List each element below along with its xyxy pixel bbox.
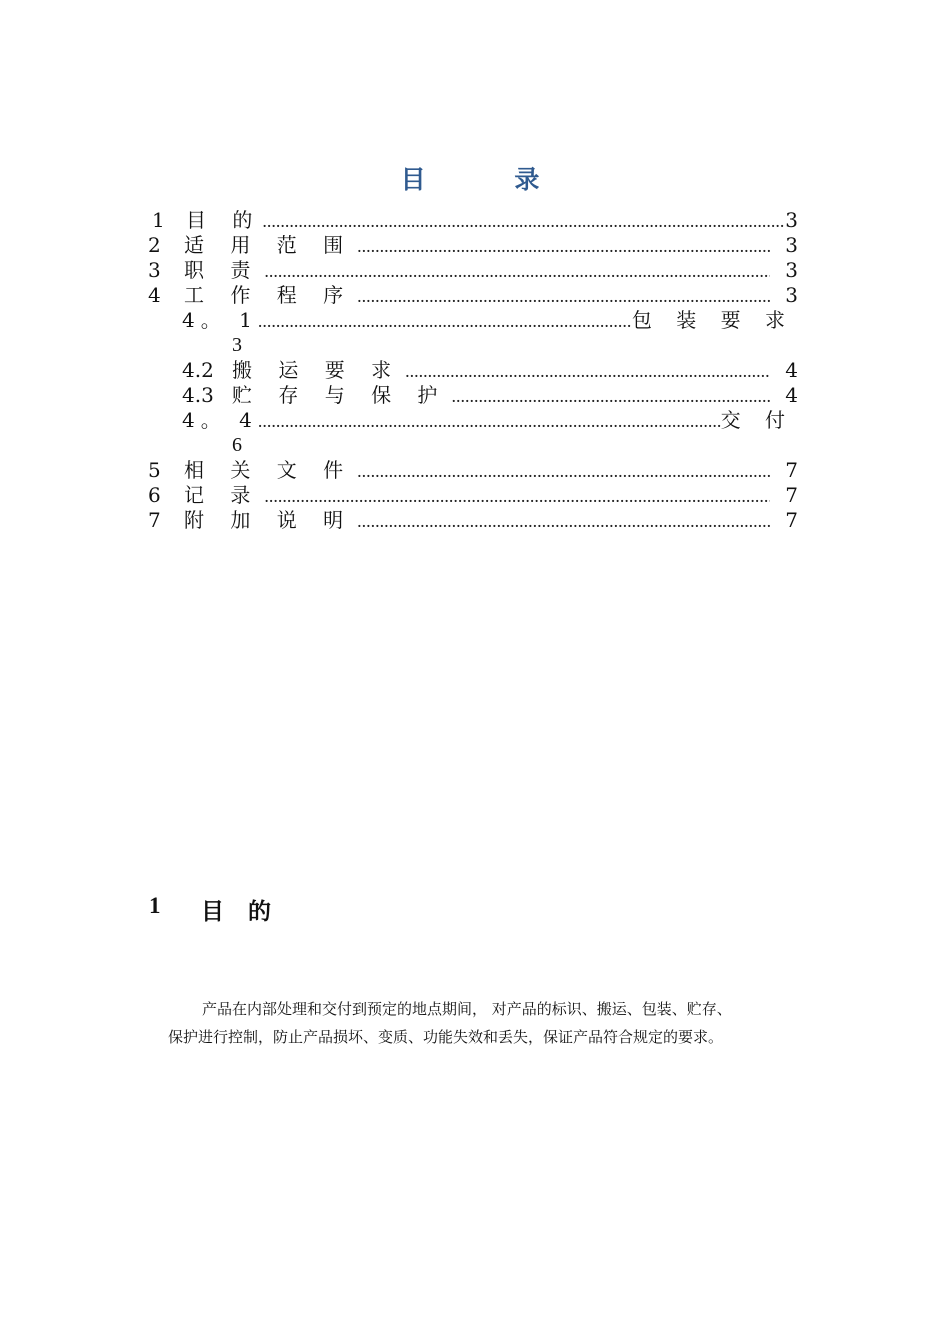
toc-leader-dots — [264, 259, 770, 283]
toc-leader-dots — [262, 209, 785, 233]
toc-entry-number: 1 — [152, 208, 165, 232]
section-paragraph — [168, 995, 823, 1051]
toc-entry-7[interactable] — [148, 508, 798, 532]
toc-entry-4-1[interactable] — [182, 308, 794, 332]
toc-entry-number: 4。 1 — [182, 308, 258, 332]
toc-entry-label: 交 付 — [720, 408, 794, 432]
section-number: 1 — [149, 893, 161, 918]
toc-entry-4[interactable] — [148, 283, 798, 307]
toc-entry-number: 2 — [148, 233, 161, 257]
toc-entry-page: 7 — [785, 508, 798, 532]
toc-entry-label: 工 作 程 序 — [184, 283, 354, 307]
toc-entry-number: 6 — [148, 483, 161, 507]
toc-leader-dots — [357, 459, 770, 483]
toc-entry-number: 3 — [148, 258, 161, 282]
toc-entry-3[interactable] — [148, 258, 798, 282]
toc-entry-page: 3 — [232, 334, 242, 356]
toc-entry-page: 7 — [785, 483, 798, 507]
toc-entry-5[interactable] — [148, 458, 798, 482]
toc-entry-1[interactable] — [150, 208, 798, 232]
toc-entry-label: 附 加 说 明 — [184, 508, 354, 532]
toc-entry-4-4[interactable] — [182, 408, 794, 432]
toc-entry-page: 3 — [785, 233, 798, 257]
toc-entry-label: 职 责 — [184, 258, 261, 282]
toc-leader-dots — [405, 359, 770, 383]
toc-entry-number: 4.3 — [182, 383, 214, 407]
toc-entry-page: 3 — [785, 258, 798, 282]
toc-entry-label: 目 的 — [186, 208, 263, 232]
section-heading — [149, 893, 279, 926]
toc-entry-label: 包 装 要 求 — [631, 308, 794, 332]
toc-leader-dots — [357, 509, 770, 533]
toc-leader-dots — [357, 284, 770, 308]
toc-entry-number: 5 — [148, 458, 161, 482]
toc-leader-dots — [451, 384, 770, 408]
toc-entry-number: 4。 4 — [182, 408, 258, 432]
toc-entry-page: 3 — [785, 208, 798, 232]
toc-leader-dots — [264, 484, 770, 508]
toc-entry-page: 4 — [785, 383, 798, 407]
toc-entry-page: 4 — [785, 358, 798, 382]
toc-entry-6[interactable] — [148, 483, 798, 507]
toc-entry-page: 3 — [785, 283, 798, 307]
toc-entry-4-2[interactable] — [182, 358, 798, 382]
toc-entry-label: 适 用 范 围 — [184, 233, 354, 257]
toc-entry-label: 贮 存 与 保 护 — [232, 383, 448, 407]
toc-entry-label: 搬 运 要 求 — [232, 358, 402, 382]
toc-title: 目 录 — [400, 165, 580, 194]
paragraph-line-2: 保护进行控制，防止产品损坏、变质、功能失效和丢失，保证产品符合规定的要求。 — [168, 1028, 724, 1046]
toc-entry-page: 6 — [232, 434, 242, 456]
section-title: 目 的 — [201, 898, 280, 925]
toc-entry-2[interactable] — [148, 233, 798, 257]
toc-entry-number: 4 — [148, 283, 161, 307]
toc-entry-number: 4.2 — [182, 358, 214, 382]
toc-leader-dots — [258, 309, 632, 333]
toc-leader-dots — [258, 409, 721, 433]
toc-entry-4-3[interactable] — [182, 383, 798, 407]
toc-entry-number: 7 — [148, 508, 161, 532]
paragraph-line-1: 产品在内部处理和交付到预定的地点期间， 对产品的标识、搬运、包装、贮存、 — [202, 1000, 732, 1018]
toc-entry-label: 记 录 — [184, 483, 261, 507]
toc-entry-label: 相 关 文 件 — [184, 458, 354, 482]
toc-entry-page: 7 — [785, 458, 798, 482]
toc-leader-dots — [357, 234, 770, 258]
